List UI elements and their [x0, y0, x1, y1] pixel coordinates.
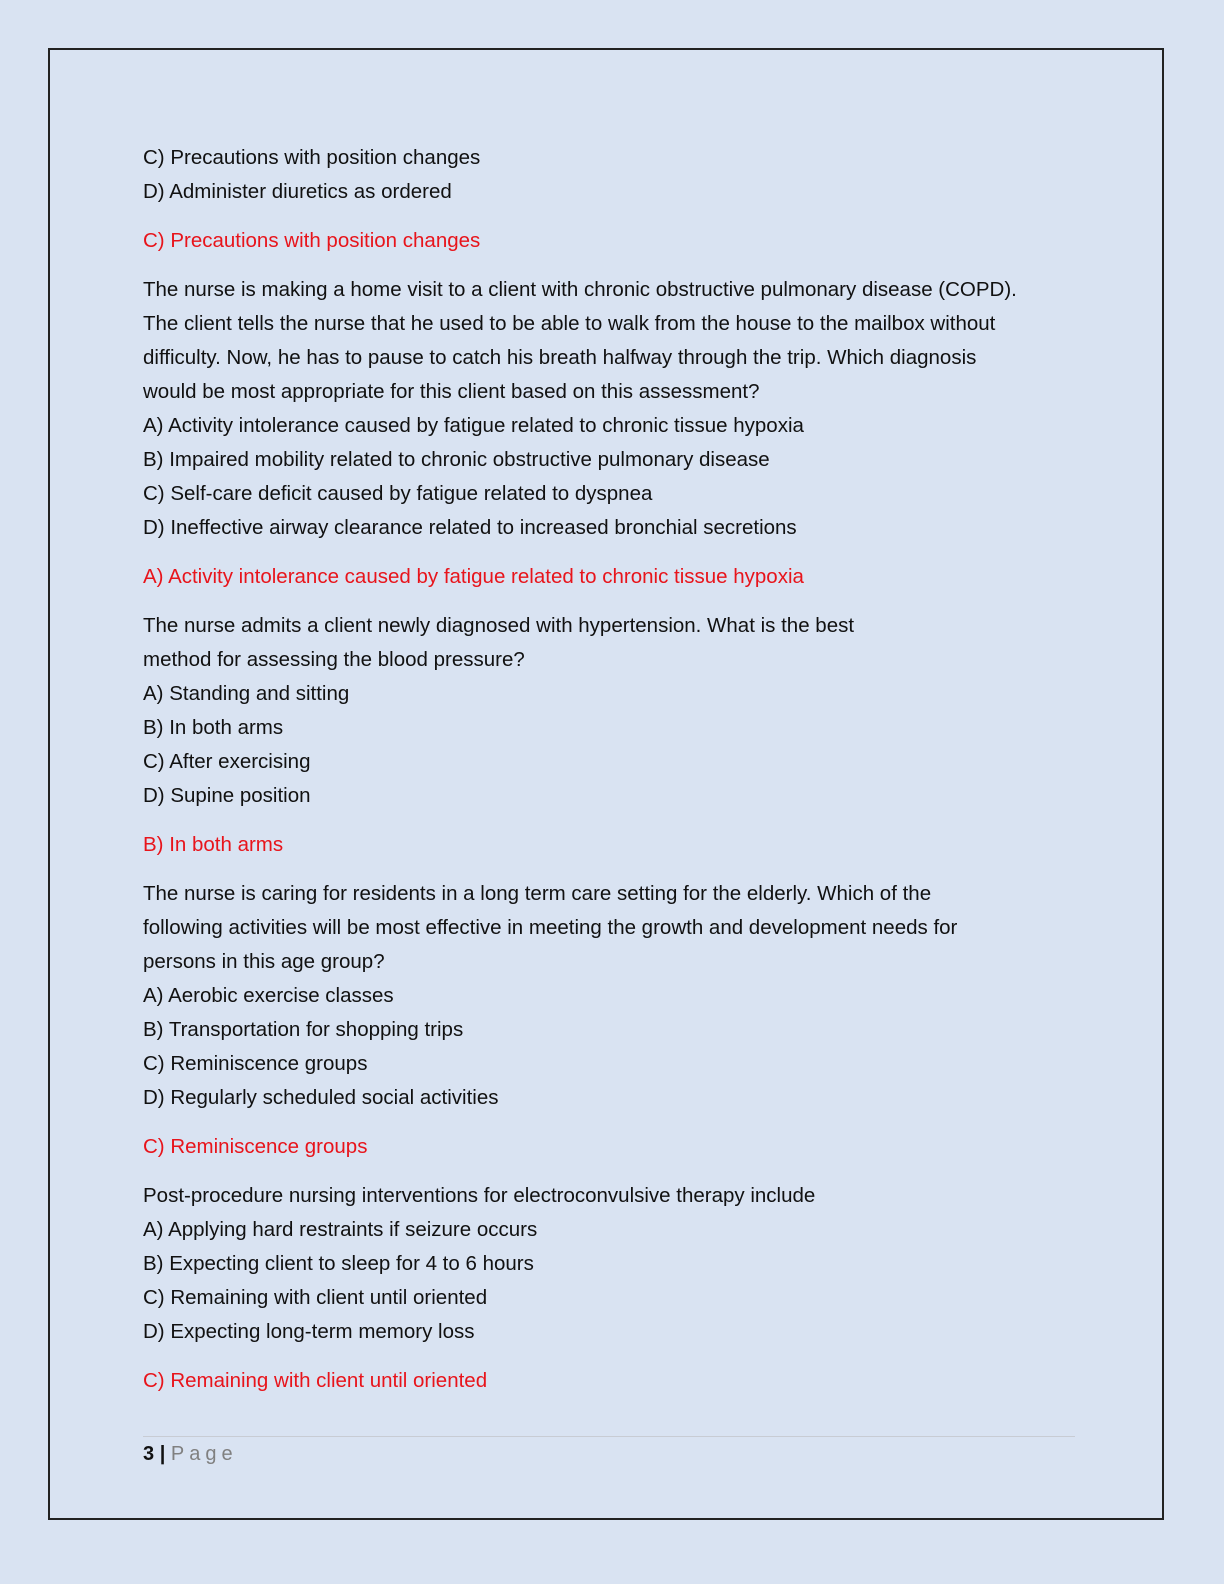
- footer-divider: [143, 1436, 1075, 1437]
- option: D) Expecting long-term memory loss: [143, 1320, 475, 1343]
- question-1: [143, 273, 1083, 545]
- answer: C) Remaining with client until oriented: [143, 1369, 488, 1392]
- answer: C) Precautions with position changes: [143, 229, 481, 252]
- question-stem-line: Post-procedure nursing interventions for electroconvulsive therapy include: [143, 1184, 816, 1207]
- option: B) Transportation for shopping trips: [143, 1018, 464, 1041]
- option: C) Precautions with position changes: [143, 146, 481, 169]
- page-content: [143, 141, 1083, 1413]
- question-4: [143, 1179, 1083, 1349]
- option: D) Regularly scheduled social activities: [143, 1086, 499, 1109]
- option: D) Ineffective airway clearance related to increased bronchial secretions: [143, 516, 797, 539]
- question-stem-line: The nurse is making a home visit to a client with chronic obstructive pulmonary disease (COPD).: [143, 278, 1017, 301]
- page-number: 3: [143, 1443, 155, 1465]
- option: C) Reminiscence groups: [143, 1052, 368, 1075]
- page-label: Page: [170, 1443, 238, 1465]
- question-stem-line: persons in this age group?: [143, 950, 385, 973]
- question-stem-line: The nurse admits a client newly diagnosed with hypertension. What is the best: [143, 614, 855, 637]
- option: D) Administer diuretics as ordered: [143, 180, 452, 203]
- option: D) Supine position: [143, 784, 311, 807]
- option: A) Applying hard restraints if seizure occurs: [143, 1218, 538, 1241]
- answer: A) Activity intolerance caused by fatigue related to chronic tissue hypoxia: [143, 565, 804, 588]
- option: C) Remaining with client until oriented: [143, 1286, 488, 1309]
- question-stem-line: difficulty. Now, he has to pause to catch his breath halfway through the trip. Which diagnosis: [143, 346, 977, 369]
- answer: B) In both arms: [143, 833, 284, 856]
- question-stem-line: following activities will be most effective in meeting the growth and development needs for: [143, 916, 958, 939]
- option: B) In both arms: [143, 716, 284, 739]
- question-stem-line: The client tells the nurse that he used to be able to walk from the house to the mailbox without: [143, 312, 996, 335]
- question-stem-line: would be most appropriate for this client based on this assessment?: [143, 380, 760, 403]
- question-stem-line: The nurse is caring for residents in a long term care setting for the elderly. Which of the: [143, 882, 932, 905]
- answer: C) Reminiscence groups: [143, 1135, 368, 1158]
- question-stem-line: method for assessing the blood pressure?: [143, 648, 525, 671]
- option: A) Standing and sitting: [143, 682, 350, 705]
- question-3: [143, 877, 1083, 1115]
- option: C) After exercising: [143, 750, 311, 773]
- question-2: [143, 609, 1083, 813]
- option: A) Aerobic exercise classes: [143, 984, 394, 1007]
- option: B) Impaired mobility related to chronic obstructive pulmonary disease: [143, 448, 770, 471]
- page-footer: [143, 1440, 238, 1468]
- option: B) Expecting client to sleep for 4 to 6 hours: [143, 1252, 534, 1275]
- continued-question: [143, 141, 1083, 209]
- option: C) Self-care deficit caused by fatigue related to dyspnea: [143, 482, 653, 505]
- option: A) Activity intolerance caused by fatigue related to chronic tissue hypoxia: [143, 414, 804, 437]
- footer-separator: |: [159, 1443, 166, 1465]
